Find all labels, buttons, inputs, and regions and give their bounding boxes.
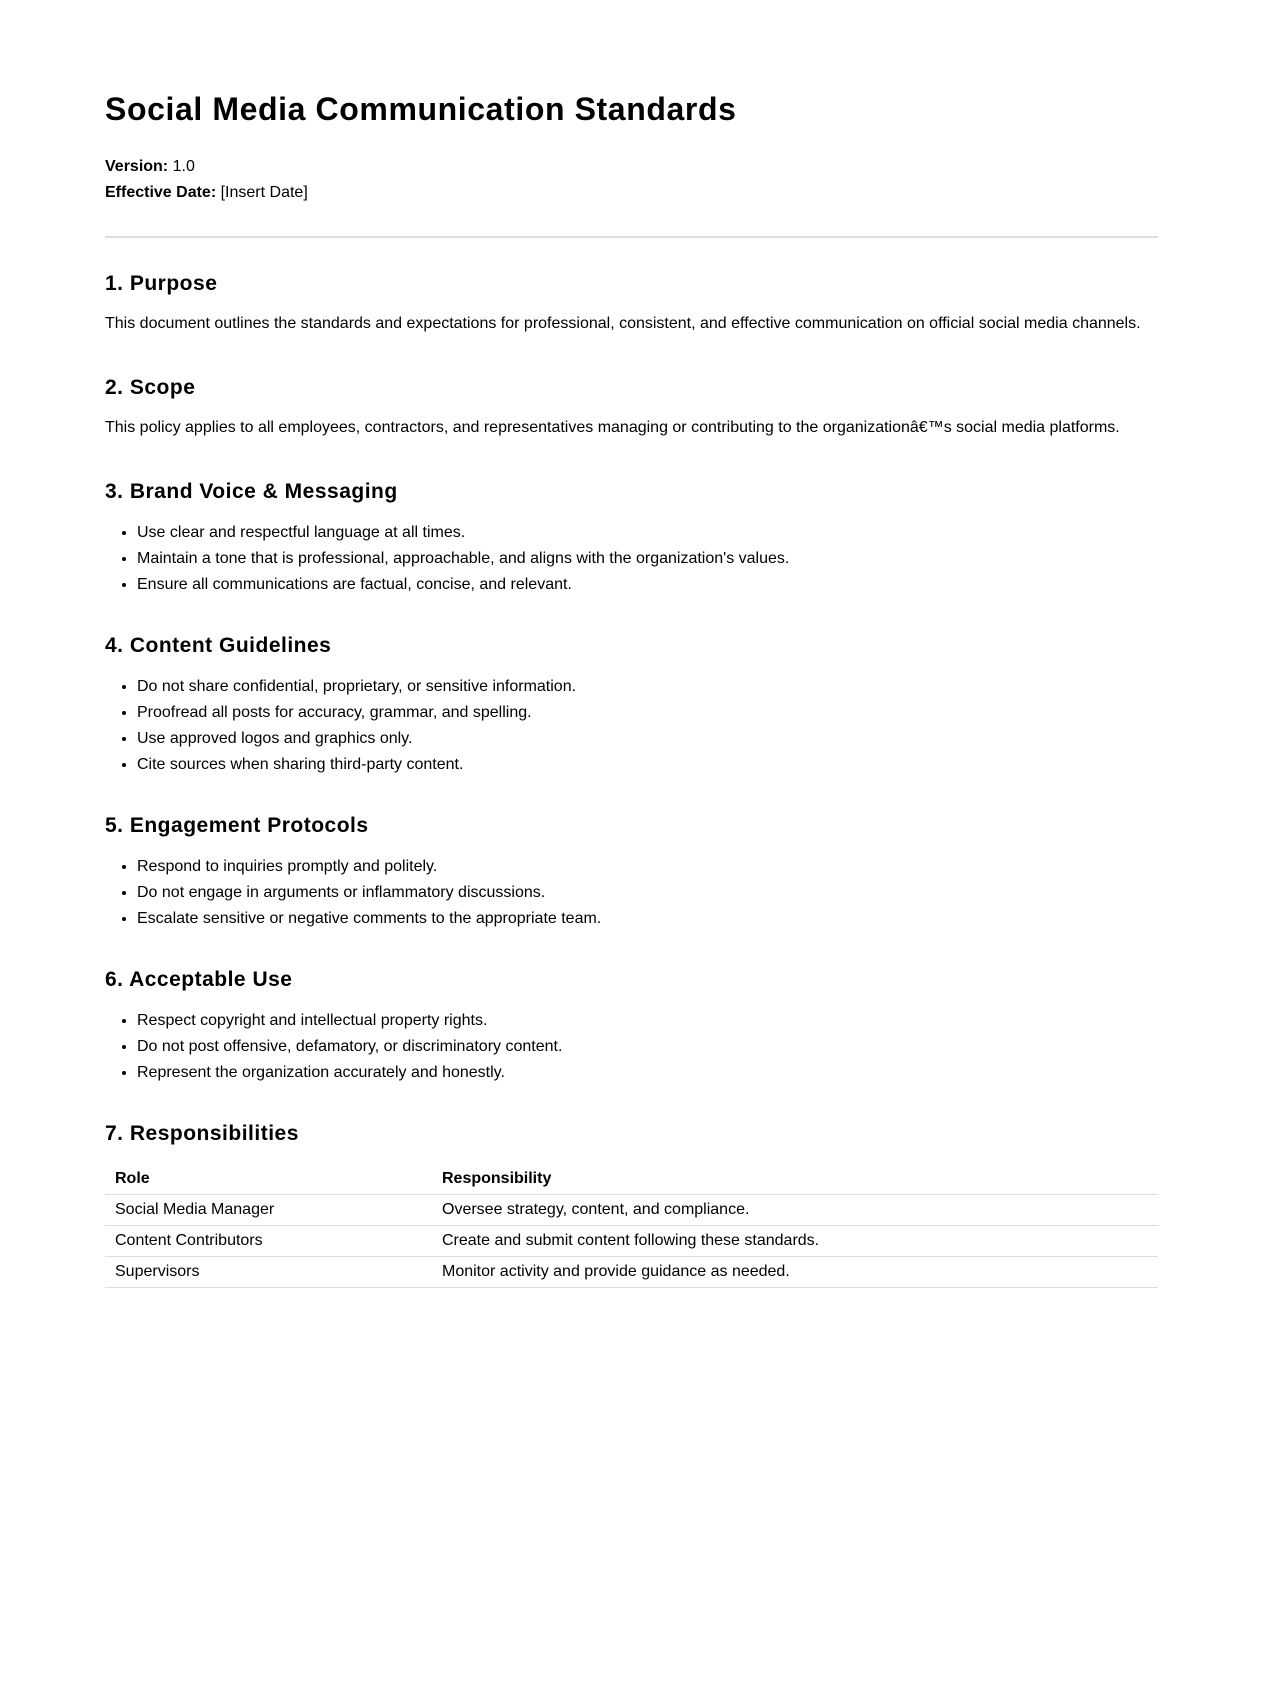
version-value: 1.0 xyxy=(172,158,195,175)
list-item: • Ensure all communications are factual, concise, and relevant. xyxy=(137,572,1158,598)
section-content-guidelines xyxy=(105,632,1158,778)
cell-responsibility: Monitor activity and provide guidance as needed. xyxy=(432,1257,1158,1288)
responsibilities-table xyxy=(105,1164,1158,1288)
bullet-list xyxy=(105,854,1158,932)
section-heading: 4. Content Guidelines xyxy=(105,634,332,657)
list-item: • Use clear and respectful language at all times. xyxy=(137,520,1158,546)
section-brand-voice xyxy=(105,478,1158,598)
column-header-role: Role xyxy=(105,1164,432,1195)
section-responsibilities xyxy=(105,1120,1158,1288)
list-item: • Represent the organization accurately and honestly. xyxy=(137,1060,1158,1086)
cell-responsibility: Oversee strategy, content, and compliance. xyxy=(432,1195,1158,1226)
section-heading: 3. Brand Voice & Messaging xyxy=(105,480,398,503)
list-item: • Do not post offensive, defamatory, or discriminatory content. xyxy=(137,1034,1158,1060)
header-divider xyxy=(105,236,1158,238)
section-acceptable-use xyxy=(105,966,1158,1086)
list-item: • Respond to inquiries promptly and politely. xyxy=(137,854,1158,880)
section-paragraph: This document outlines the standards and expectations for professional, consistent, and effective communication on official social media channels. xyxy=(105,315,1141,332)
list-item: • Do not share confidential, proprietary, or sensitive information. xyxy=(137,674,1158,700)
bullet-list xyxy=(105,1008,1158,1086)
column-header-responsibility: Responsibility xyxy=(432,1164,1158,1195)
list-item: • Use approved logos and graphics only. xyxy=(137,726,1158,752)
bullet-list xyxy=(105,520,1158,598)
version-line xyxy=(105,154,308,180)
table-row xyxy=(105,1195,1158,1226)
section-heading: 6. Acceptable Use xyxy=(105,968,293,991)
cell-role: Content Contributors xyxy=(105,1226,432,1257)
cell-role: Supervisors xyxy=(105,1257,432,1288)
effective-date-value: [Insert Date] xyxy=(220,184,308,201)
document-title: Social Media Communication Standards xyxy=(105,91,737,127)
version-label: Version: xyxy=(105,158,169,175)
section-purpose xyxy=(105,270,1158,335)
effective-date-label: Effective Date: xyxy=(105,184,217,201)
section-heading: 2. Scope xyxy=(105,376,196,399)
bullet-list xyxy=(105,674,1158,778)
table-row xyxy=(105,1257,1158,1288)
section-engagement-protocols xyxy=(105,812,1158,932)
list-item: • Proofread all posts for accuracy, grammar, and spelling. xyxy=(137,700,1158,726)
section-heading: 7. Responsibilities xyxy=(105,1122,299,1145)
table-header-row xyxy=(105,1164,1158,1195)
list-item: • Do not engage in arguments or inflammatory discussions. xyxy=(137,880,1158,906)
section-paragraph: This policy applies to all employees, contractors, and representatives managing or contributing to the organizationâ€™s social media platforms. xyxy=(105,419,1120,436)
list-item: • Maintain a tone that is professional, approachable, and aligns with the organization's values. xyxy=(137,546,1158,572)
document-meta xyxy=(105,154,308,206)
section-heading: 1. Purpose xyxy=(105,272,218,295)
list-item: • Escalate sensitive or negative comments to the appropriate team. xyxy=(137,906,1158,932)
effective-date-line xyxy=(105,180,308,206)
section-heading: 5. Engagement Protocols xyxy=(105,814,369,837)
list-item: • Cite sources when sharing third-party content. xyxy=(137,752,1158,778)
table-row xyxy=(105,1226,1158,1257)
cell-responsibility: Create and submit content following these standards. xyxy=(432,1226,1158,1257)
cell-role: Social Media Manager xyxy=(105,1195,432,1226)
section-scope xyxy=(105,374,1158,439)
list-item: • Respect copyright and intellectual property rights. xyxy=(137,1008,1158,1034)
